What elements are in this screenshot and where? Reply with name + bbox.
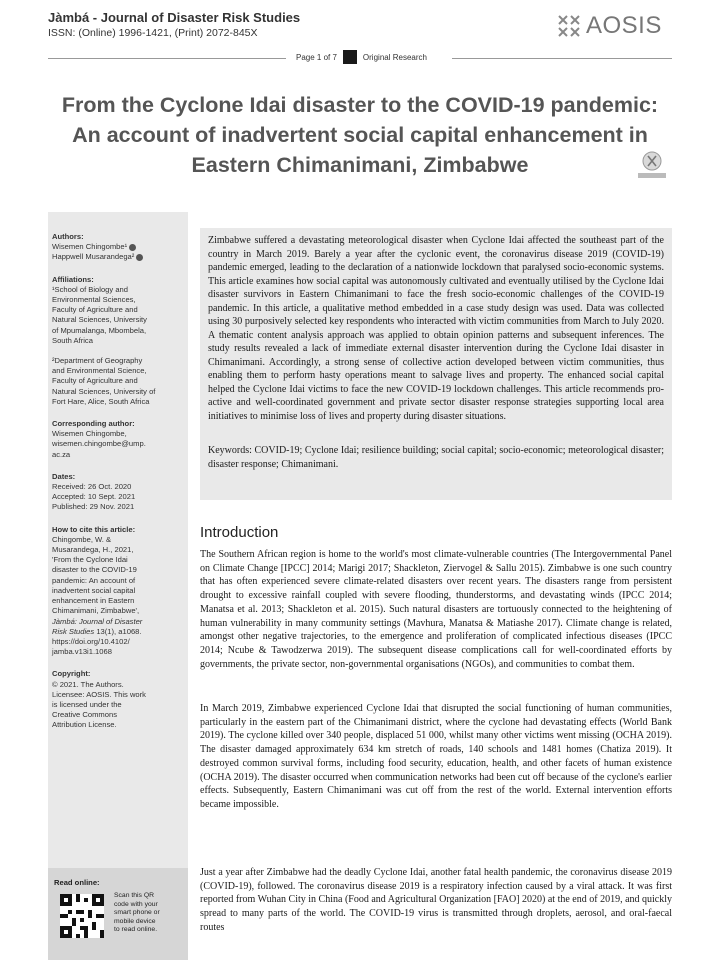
page-marker-block [343, 50, 357, 64]
journal-title: Jàmbá - Journal of Disaster Risk Studies [48, 10, 301, 25]
introduction-heading: Introduction [200, 524, 279, 541]
page-label: Page 1 of 7 [296, 52, 337, 62]
author-line [52, 252, 180, 262]
cite-line: Chimanimani, Zimbabwe', [52, 606, 140, 616]
read-online-line: to read online. [114, 926, 158, 934]
cite-journal [52, 617, 180, 627]
cite-line: pandemic: An account of [52, 575, 136, 585]
header-rule-left [48, 58, 286, 59]
cite-line: 'From the Cyclone Idai [52, 555, 128, 565]
logo-text: AOSIS [586, 12, 662, 39]
orcid-icon[interactable] [136, 254, 143, 261]
cite-line: inadvertent social capital [52, 585, 136, 595]
cite-journal-name: Jàmbá: Journal of Disaster [52, 616, 143, 626]
corresponding-line: Wisemen Chingombe, [52, 429, 127, 439]
author-name: Happwell Musarandega² [52, 252, 135, 262]
corresponding-email[interactable]: ac.za [52, 449, 71, 459]
corresponding-email[interactable]: wisemen.chingombe@ump. [52, 439, 146, 449]
cite-line: Musarandega, H., 2021, [52, 545, 134, 555]
authors-heading: Authors: [52, 232, 84, 241]
read-online-box [48, 868, 188, 960]
cite-section [52, 525, 180, 658]
abstract-text: Zimbabwe suffered a devastating meteorological disaster when Cyclone Idai affected the southeast part of the country in March 2019. Barely a year after the cyclonic event, the coronavirus disease 2019 (COVID-19) pandemic emerged, leading to the declaration of a nationwide lockdown that paralysed socio-economic systems. This article examines how social capital was autonomously cultivated and eventually utilised by the Cyclone Idai disaster survivors in Eastern Chimanimani to face the fresh socio-economic challenges of the COVID-19 pandemic. In this article, a qualitative method embedded in a case study design was used. Data was collected using 30 purposively selected key respondents who interacted with victim communities from March to July 2020. A thematic content analysis approach was applied to obtain opinion patterns and subsequent inferences. The study results revealed a lack of immediate external disaster intervention during the Cyclone Idai disaster in Chimanimani. Accordingly, a strong sense of collective action developed between victim communities, thus enabling them to perform hasty operations meant to salvage lives and property. The enhanced social capital helped the Cyclone Idai victims to face the new COVID-19 lockdown challenges. This article recommends pro-active and well-coordinated government and private sector disaster response strategies supporting local area initiatives to minimise loss of lives and property during disaster situations. [208, 235, 664, 422]
affiliation-line: Natural Sciences, University of [52, 386, 156, 396]
affiliation-line: and Environmental Science, [52, 366, 147, 376]
affiliation-line: ¹School of Biology and [52, 284, 128, 294]
copyright-line: Creative Commons [52, 710, 117, 720]
journal-issn: ISSN: (Online) 1996-1421, (Print) 2072-845X [48, 27, 258, 39]
copyright-line: Attribution License. [52, 720, 117, 730]
affiliation-line: ²Department of Geography [52, 356, 143, 366]
copyright-line: Licensee: AOSIS. This work [52, 689, 146, 699]
dates-section [52, 472, 180, 513]
affiliation-line: South Africa [52, 335, 93, 345]
header-rule-right [452, 58, 672, 59]
dates-heading: Dates: [52, 471, 76, 481]
affiliation-line: Natural Sciences, University [52, 315, 147, 325]
copyright-section [52, 669, 180, 730]
author-name: Wisemen Chingombe¹ [52, 242, 128, 252]
keywords: Keywords: COVID-19; Cyclone Idai; resilience building; social capital; socio-economic; meteorological disaster; disaster response; Chimanimani. [208, 445, 664, 470]
affiliations-heading: Affiliations: [52, 274, 94, 284]
affiliation-line: Faculty of Agriculture and [52, 376, 138, 386]
corresponding-section [52, 419, 180, 460]
page-info [296, 50, 427, 64]
article-sidebar [48, 212, 188, 960]
article-title: From the Cyclone Idai disaster to the COVID-19 pandemic: An account of inadvertent social capital enhancement in Eastern Chimanimani, Zimbabwe [61, 93, 659, 177]
body-paragraph: The Southern African region is home to the world's most climate-vulnerable countries (The Intergovernmental Panel on Climate Change [IPCC] 2014; Marigi 2017; Shackleton, Ziervogel & Sallu 2015). Zimbabwe is one such country that has often experienced severe climate-related disasters over recent years. The disasters range from persistent drought to excessive rainfall coupled with severe flooding, thunderstorms, and devastating winds (IPCC 2014; Manatsa et al. 2013; Shackleton et al. 2015). Such natural disasters are tortuously connected to the heightening of human vulnerability in many community settings (Mavhura, Manatsa & Matiashe 2017). Climate change is related, amongst other negative trajectories, to the emergence and proliferation of complicated infectious diseases (IPCC 2014; Ncube & Tawodzerwa 2019). The subsequent disease complications call for well-coordinated efforts by governments, the private sector, non-governmental organisations (NGOs), and communities to combat them. [200, 549, 672, 670]
abstract-box [200, 228, 672, 500]
cite-line: enhancement in Eastern [52, 596, 135, 606]
read-online-line: code with your [114, 900, 158, 908]
orcid-icon[interactable] [129, 244, 136, 251]
read-online-line: smart phone or [114, 909, 160, 917]
read-online-line: mobile device [114, 917, 156, 925]
read-online-heading: Read online: [54, 878, 100, 887]
copyright-line: is licensed under the [52, 699, 122, 709]
cite-volume: 13(1), a1068. [94, 626, 142, 636]
publisher-logo [556, 12, 662, 40]
body-paragraph: In March 2019, Zimbabwe experienced Cyclone Idai that disrupted the social functioning of human communities, particularly in the eastern part of the Chimanimani district, where the cyclone had devastating effects (World Bank 2019). The cyclone killed over 340 people, displaced 51 000, whilst many other victims went missing (OCHA 2019). The disaster damaged approximately 634 km stretch of roads, 140 schools and 1481 homes (Chatiza 2019). It destroyed common survival forms, including food security, education, health, and other facets of human existence (OCHA 2019). The disaster occurred when communication networks had been cut off because of the cyclone's earlier effects. Subsequently, Eastern Chimanimani was cut off from the rest of the world. External intervention efforts became impossible. [200, 703, 672, 810]
date-accepted: Accepted: 10 Sept. 2021 [52, 492, 136, 502]
affiliation-line: Faculty of Agriculture and [52, 305, 138, 315]
affiliation-line: of Mpumalanga, Mbombela, [52, 325, 147, 335]
cite-journal-name: Risk Studies [52, 626, 95, 636]
affiliation-line: Environmental Sciences, [52, 295, 136, 305]
authors-section [52, 232, 180, 263]
body-paragraph: Just a year after Zimbabwe had the deadly Cyclone Idai, another fatal health pandemic, the coronavirus disease 2019 (COVID-19), followed. The coronavirus disease 2019 is a respiratory infection caused by a viral attack. It was first reported from Wuhan City in China (Food and Agricultural Organization [FAO] 2020) at the end of 2019, and quickly spread to many parts of the world. The COVID-19 virus is transmitted through droplets, aerosol, and oral-faecal routes [200, 867, 673, 933]
cite-journal-line [52, 627, 180, 637]
copyright-heading: Copyright: [52, 669, 91, 679]
cite-line: disaster to the COVID-19 [52, 565, 137, 575]
date-published: Published: 29 Nov. 2021 [52, 502, 135, 512]
qr-code-icon[interactable] [60, 894, 104, 938]
aosis-logo-icon [556, 13, 582, 39]
crossmark-icon[interactable] [632, 150, 672, 180]
author-line [52, 242, 180, 252]
read-online-text [114, 892, 180, 935]
cite-doi[interactable]: jamba.v13i1.1068 [52, 647, 112, 657]
cite-doi[interactable]: https://doi.org/10.4102/ [52, 636, 130, 646]
cite-heading: How to cite this article: [52, 524, 136, 534]
affiliation-line: Fort Hare, Alice, South Africa [52, 396, 150, 406]
cite-line: Chingombe, W. & [52, 534, 112, 544]
read-online-line: Scan this QR [114, 892, 155, 899]
date-received: Received: 26 Oct. 2020 [52, 482, 132, 492]
article-type: Original Research [362, 52, 427, 62]
corresponding-heading: Corresponding author: [52, 419, 135, 429]
copyright-line: © 2021. The Authors. [52, 679, 124, 689]
journal-header [48, 10, 300, 39]
affiliations-section [52, 275, 180, 407]
